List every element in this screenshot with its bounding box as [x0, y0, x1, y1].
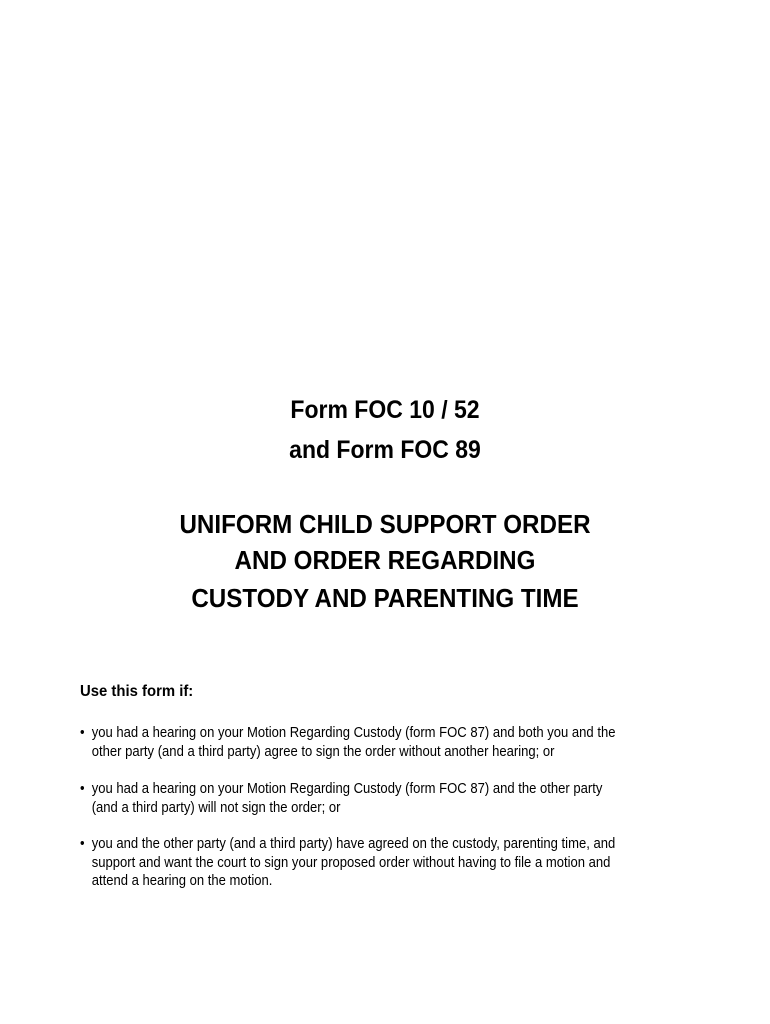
- list-item-line: other party (and a third party) agree to sign the order without another hearing; or: [91, 743, 555, 760]
- instructions-heading: Use this form if:: [80, 683, 194, 700]
- list-item: [80, 835, 615, 891]
- list-item-line: you and the other party (and a third party) have agreed on the custody, parenting time, and: [91, 836, 616, 852]
- list-item-line: you had a hearing on your Motion Regarding Custody (form FOC 87) and the other party: [91, 781, 603, 797]
- list-item-line: you had a hearing on your Motion Regarding Custody (form FOC 87) and both you and the: [91, 725, 616, 741]
- title-line-3: CUSTODY AND PARENTING TIME: [191, 583, 579, 613]
- title-line-2: AND ORDER REGARDING: [234, 545, 536, 575]
- list-item-line: attend a hearing on the motion.: [91, 873, 273, 889]
- title-line-1: UNIFORM CHILD SUPPORT ORDER: [179, 509, 591, 539]
- list-item: [80, 780, 602, 817]
- bullet-icon: •: [80, 836, 85, 852]
- form-number-line-1: Form FOC 10 / 52: [290, 396, 480, 424]
- bullet-icon: •: [80, 725, 85, 741]
- form-number-line-2: and Form FOC 89: [289, 436, 481, 464]
- list-item-line: support and want the court to sign your proposed order without having to file a motion and: [91, 854, 611, 871]
- list-item-line: (and a third party) will not sign the order; or: [91, 799, 341, 816]
- bullet-icon: •: [80, 781, 85, 797]
- list-item: [80, 724, 615, 761]
